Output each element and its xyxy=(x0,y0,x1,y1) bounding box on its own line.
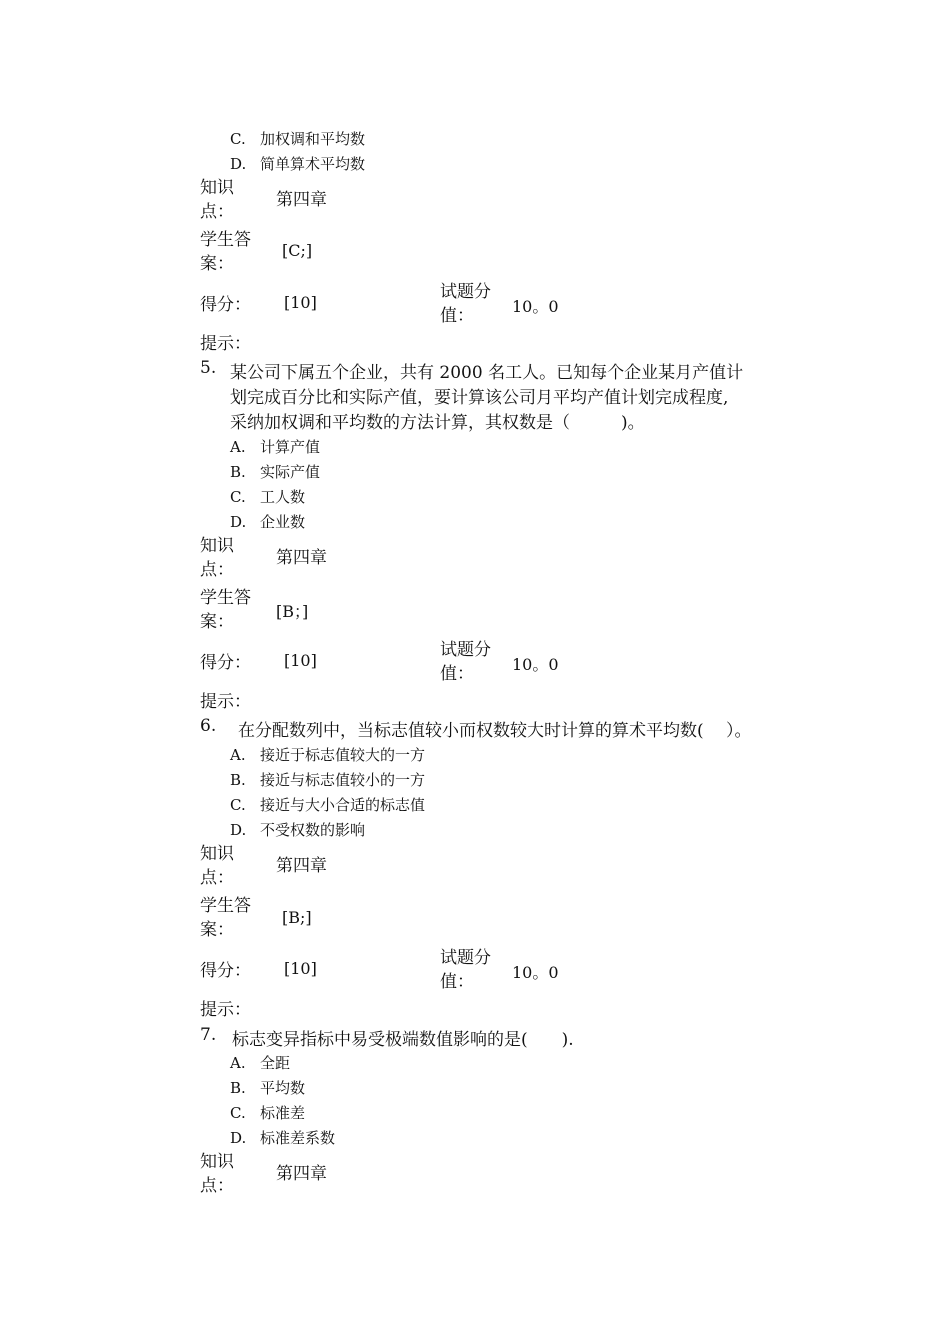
question-text: 标志变异指标中易受极端数值影响的是( ). xyxy=(232,1030,574,1050)
question-text: 划完成百分比和实际产值，要计算该公司月平均产值计划完成程度, xyxy=(230,388,729,408)
points-value: 10。0 xyxy=(512,297,559,316)
option-d: D. 简单算术平均数 xyxy=(230,155,366,173)
score-value: [10] xyxy=(284,293,317,312)
option-c: C. 接近与大小合适的标志值 xyxy=(230,796,426,814)
knowledge-value: 第四章 xyxy=(276,548,327,568)
student-answer-value: [B；] xyxy=(276,602,309,621)
option-a: A. 接近于标志值较大的一方 xyxy=(230,746,426,764)
score-value: [10] xyxy=(284,959,317,978)
question-number: 6. xyxy=(200,716,217,736)
option-c: C. 加权调和平均数 xyxy=(230,130,366,148)
knowledge-label: 知识 点： xyxy=(200,536,234,580)
hint-label: 提示： xyxy=(200,334,251,354)
option-c: C. 标准差 xyxy=(230,1104,306,1122)
question-number: 7. xyxy=(200,1025,217,1045)
points-label: 试题分 值： xyxy=(440,948,491,992)
question-text: 采纳加权调和平均数的方法计算，其权数是（ )。 xyxy=(230,413,645,433)
option-d: D. 不受权数的影响 xyxy=(230,821,366,839)
score-label: 得分： xyxy=(200,961,251,981)
points-label: 试题分 值： xyxy=(440,640,491,684)
option-d: D. 标准差系数 xyxy=(230,1129,336,1147)
option-b: B. 平均数 xyxy=(230,1079,306,1097)
option-d: D. 企业数 xyxy=(230,513,306,531)
option-b: B. 实际产值 xyxy=(230,463,321,481)
student-answer-value: [B;] xyxy=(282,908,312,927)
knowledge-value: 第四章 xyxy=(276,1164,327,1184)
points-value: 10。0 xyxy=(512,963,559,982)
hint-label: 提示： xyxy=(200,1000,251,1020)
knowledge-label: 知识 点： xyxy=(200,844,234,888)
points-value: 10。0 xyxy=(512,655,559,674)
option-c: C. 工人数 xyxy=(230,488,306,506)
student-answer-label: 学生答 案： xyxy=(200,230,251,274)
option-a: A. 全距 xyxy=(230,1054,291,1072)
student-answer-label: 学生答 案： xyxy=(200,896,251,940)
score-label: 得分： xyxy=(200,295,251,315)
knowledge-label: 知识 点： xyxy=(200,178,234,222)
option-a: A. 计算产值 xyxy=(230,438,321,456)
score-label: 得分： xyxy=(200,653,251,673)
student-answer-value: [C;] xyxy=(282,241,313,260)
question-number: 5. xyxy=(200,358,217,378)
knowledge-value: 第四章 xyxy=(276,190,327,210)
knowledge-label: 知识 点： xyxy=(200,1152,234,1196)
student-answer-label: 学生答 案： xyxy=(200,588,251,632)
score-value: [10] xyxy=(284,651,317,670)
question-text: 在分配数列中，当标志值较小而权数较大时计算的算术平均数( ）。 xyxy=(238,721,752,741)
question-text: 某公司下属五个企业，共有 2000 名工人。已知每个企业某月产值计 xyxy=(230,363,744,383)
points-label: 试题分 值： xyxy=(440,282,491,326)
option-b: B. 接近与标志值较小的一方 xyxy=(230,771,426,789)
hint-label: 提示： xyxy=(200,692,251,712)
knowledge-value: 第四章 xyxy=(276,856,327,876)
